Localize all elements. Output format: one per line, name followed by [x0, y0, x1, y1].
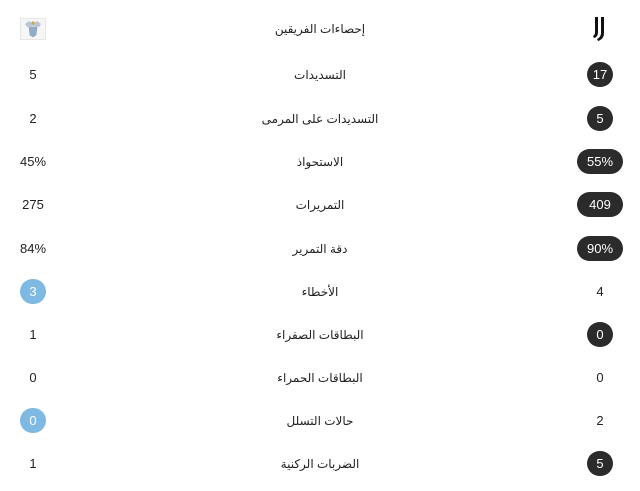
juventus-logo-icon	[592, 16, 608, 42]
stat-label: دقة التمرير	[292, 241, 348, 256]
stat-row-shots-on-target	[0, 97, 640, 140]
stat-row-corners	[0, 442, 640, 485]
home-value: 0	[596, 370, 604, 385]
away-value-badge: 3	[20, 279, 46, 304]
stat-row-yellow-cards	[0, 313, 640, 356]
away-value: 1	[29, 456, 37, 471]
away-value-badge: 0	[20, 408, 46, 433]
home-team-cell	[570, 7, 630, 50]
home-value-badge: 5	[587, 451, 613, 476]
stat-row-shots	[0, 53, 640, 96]
home-value-badge: 0	[587, 322, 613, 347]
stat-label: التسديدات	[294, 67, 346, 82]
home-value-badge: 55%	[577, 149, 623, 174]
home-value: 4	[596, 284, 604, 299]
stat-row-offsides	[0, 399, 640, 442]
stat-row-passes	[0, 183, 640, 226]
stat-row-fouls	[0, 270, 640, 313]
stat-label: البطاقات الصفراء	[276, 327, 364, 342]
stat-label: التسديدات على المرمى	[261, 111, 379, 126]
away-team-cell	[0, 7, 66, 50]
home-value: 2	[596, 413, 604, 428]
lazio-logo-icon	[20, 18, 46, 40]
header-row	[0, 7, 640, 50]
home-value-badge: 17	[587, 62, 613, 87]
away-value: 2	[29, 111, 37, 126]
away-value: 1	[29, 327, 37, 342]
stat-label: الضربات الركنية	[280, 456, 360, 471]
away-value: 84%	[19, 241, 47, 256]
home-value-badge: 90%	[577, 236, 623, 261]
stat-row-pass-accuracy	[0, 227, 640, 270]
header-title-cell	[120, 7, 520, 50]
stat-label: البطاقات الحمراء	[277, 370, 363, 385]
stat-label: الأخطاء	[301, 284, 339, 299]
away-value: 0	[29, 370, 37, 385]
stat-row-red-cards	[0, 356, 640, 399]
stats-title: إحصاءات الفريقين	[274, 21, 366, 36]
stat-label: حالات التسلل	[286, 413, 354, 428]
home-value-badge: 409	[577, 192, 623, 217]
home-value-badge: 5	[587, 106, 613, 131]
away-value: 275	[22, 197, 44, 212]
stat-label: الاستحواذ	[296, 154, 344, 169]
away-value: 5	[29, 67, 37, 82]
stat-label: التمريرات	[295, 197, 345, 212]
stat-row-possession	[0, 140, 640, 183]
away-value: 45%	[19, 154, 47, 169]
